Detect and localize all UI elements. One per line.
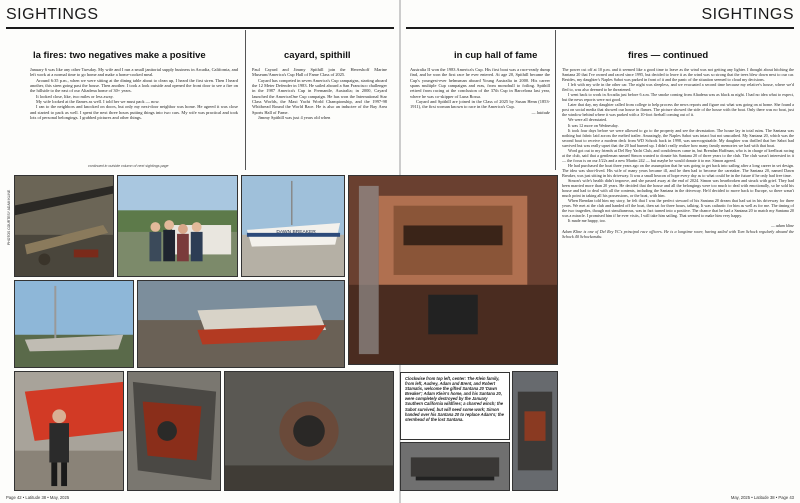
column-rule-right: [555, 30, 556, 170]
photo-boat-cabin-interior: [348, 175, 558, 365]
byline-latitude: — latitude: [531, 109, 550, 115]
paragraph: When Brendan told him my story, he felt that I was the perfect steward of his Santana 20 dream that had sat in his driveway for three years. We met at the club and handed off the boat, then sat for three hours, talking. It was cathartic for him as well as for me. The timing of the two tragedies, though not simultaneous, was in fact turned into a positive. The chance that he had a Santana 20 to match my Santana 20 was a miracle. I promised him if he ever visits, I will take him sailing. That seemed to make him very happy.: [562, 198, 794, 219]
column-rule-left: [245, 30, 246, 170]
headline-la-fires: la fires: two negatives make a positive: [33, 50, 206, 61]
author-bio: Adam Kline is one of Del Rey YC's principal race officers. He is a longtime racer, having sailed with Tom Schock regularly aboard the Schock 40 Schockaruku.: [562, 228, 794, 239]
headline-cup-hall: in cup hall of fame: [454, 50, 538, 61]
paragraph: I went back to work in Arcadia just before 6 a.m. The smoke coming from Altadena was as black as night. I had no idea what to expect, but the news reports were not good.: [562, 92, 794, 103]
header-rule-left: [6, 27, 394, 29]
photo-stern: [512, 371, 558, 491]
photo-sabot-boat: [137, 280, 345, 368]
paragraph: Jimmy Spithill was just 4 years old when: [258, 115, 331, 121]
paragraph: Word got out to my friends at Del Rey Yacht Club, and condolences came in, but Brendan Huffman, who is in charge of keelboat racing at the club, said that a gentleman named Simon wanted to donate his Santana 20 of three years to the club. The club wasn't interested in it — the focus is on our J/22s and a new Martin 242 — but maybe he would donate it to me. Simon agreed.: [562, 147, 794, 163]
photo-burned-hull: [127, 371, 221, 491]
headline-fires-continued: fires — continued: [628, 50, 709, 61]
paragraph: It took four days before we were allowed to go to the property and see the devastation. The house lay in total ruins. The Santana was nothing but fabric laid across the melted trailer. Amazingly, the Naples Sabot was intact but not unscathed. My Santana 20, which was the second boat to receive a modern deck from WD Schock back in 1998, was unrecognizable. My daughter was thrilled that her Sabot had survived but was really upset that the 20 had burned up. I didn't really realize how many family memories we had with that boat.: [562, 127, 794, 148]
article-cayard-column: [252, 67, 387, 120]
byline-adam-kline: — adam kline: [771, 223, 794, 229]
paragraph: Later that day, my daughter called from college to help process the news reports and figure out what was going on at home. She found a post on social media that showed our house in flames. The picture showed the side of the house with the boat. Only there was no boat, just the window behind where it was parked with a 10-foot fireball coming out of it.: [562, 102, 794, 118]
photo-klein-family: [117, 175, 238, 277]
paragraph: I ran to the neighbors and knocked on doors, but only my next-door neighbor was home. He agreed it was close and started to pack as well. I spent the next three hours putting things into two cars. My wife was practical and took lots of personal belongings. I grabbed pictures and other things.: [30, 104, 238, 121]
paragraph: We were all devastated.: [568, 117, 608, 123]
photo-credit: PHOTOS COURTESY ADAM KLINE: [7, 189, 11, 245]
paragraph: He had purchased the boat three years ago on the assumption that he was going to get back into sailing after a long career in set design. The idea was short-lived. His wife of many years became ill, and he then had to become the caretaker. The Santana 20, named Dawn Breaker, was just sitting in his driveway. It was a small beacon of hope every day as to what could be in the future if he only had free time.: [562, 162, 794, 178]
photo-dawn-breaker-boat: [241, 175, 345, 277]
boat-name-text: DAWN BREAKER: [276, 229, 316, 235]
footer-right: May, 2025 • Latitude 38 • Page 43: [730, 495, 794, 500]
photo-burned-debris: [14, 175, 114, 277]
paragraph: Simon's wife's health didn't improve, and she passed away at the end of 2024. Simon was heartbroken and struck with grief. They had been married more than 20 years. He decided that the house and all the belongings were too much to deal with emotionally, so he sold his house and had to deal with all the contents, including the Santana in the driveway. He'd decided to move back to Europe, so there wasn't much point in taking all his possessions, or the boat, with him.: [562, 178, 794, 199]
paragraph: Cayard has competed in seven America's Cup campaigns, starting aboard the 12 Meter Defender in 1983. He sailed aboard a San Francisco challenger in the 1987 America's Cup in Fremantle, Australia; in 2000, Cayard launched the AmericaOne Cup campaign. He has won the International Star Class Worlds, the Maxi Yacht World Championship, and the 1997-98 Whitbread Round the World Race. He is also an inductee of the Bay Area Sports Hall of Fame.: [252, 77, 387, 115]
paragraph: Around 6:35 p.m., when we were sitting at the dining table about to clean up, I heard the first siren. Then I heard another, this siren going past the house. Then another. I took a look outside and opened the front door to see a fire on the hillside to the east of our Altadena home of 30+ years.: [30, 77, 238, 94]
footer-left: Page 42 • Latitude 38 • May, 2025: [6, 495, 70, 500]
section-header-left: SIGHTINGS: [6, 6, 99, 23]
article-fires-continued-column: [562, 67, 794, 239]
paragraph: Australia II won the 1983 America's Cup. His first boat was a race-ready dump find, and he won the first race he ever entered. At age 20, Spithill became the Cup's youngest-ever helmsman aboard Young Australia in 2000. His career spans multiple Cup campaigns and eras, from monohull to foiling. Spithill retired from racing at the conclusion of the 37th Cup in Barcelona last year, where he was co-skipper of Luna Rossa.: [410, 67, 550, 99]
photo-charred-winch: [224, 371, 394, 491]
header-rule-right: [406, 27, 794, 29]
headline-cayard: cayard, spithill: [284, 50, 351, 61]
paragraph: It was 12 more on Wednesday.: [568, 122, 619, 128]
paragraph: Paul Cayard and Jimmy Spithill join the Herreshoff Marine Museum/America's Cup Hall of Fame Class of 2025.: [252, 67, 387, 78]
photo-trailer: [400, 442, 510, 491]
article-cup-hall-column: [410, 67, 550, 115]
paragraph: Cayard and Spithill are joined in the Class of 2025 by Susan Henn (1853-1911), the first woman known to race in the America's Cup.: [410, 99, 550, 110]
photo-caption: Clockwise from top left, center: The Klein family, from left, Audrey, Adam and Brent, and Robert Stamatis, welcome the gifted Santana 20 'Dawn Breaker'; Adam Klein's home, and his Santana 20, were completely destroyed by the January Southern California wildfires; a charred winch; the Sabot survived, but will need some work; Simon handed over his Santana 20 to replace Adam's; the sternhead of the lost Santana.: [400, 372, 510, 440]
continued-note: continued in outside column of next sightings page: [88, 164, 169, 168]
paragraph: January 6 was like any other Tuesday. My wife and I run a small janitorial supply business in Arcadia, California, and left work at a normal time to go home and make a home-cooked meal.: [30, 67, 238, 78]
paragraph: I left with my wife in the other car. The night was sleepless, and we evacuated a second time because my relative's house, where we'd fled to, was also deemed to be threatened.: [562, 82, 794, 93]
paragraph: It made me happy, too.: [568, 218, 606, 224]
photo-man-with-boat: [14, 371, 124, 491]
paragraph: The power cut off at 10 p.m. and it seemed like a good time to leave as the wind was not getting any lighter. I thought about hitching the Santana 20 that I've owned and raced since 1995, but decided to leave it as the wind was so strong that the trees blew down next to our car. Besides, my daughter's Naples Sabot was parked in front of it and the panic of the situation seemed to cloud my decisions.: [562, 67, 794, 83]
paragraph: My wife looked at the flames as well. I told her we must pack — now.: [36, 99, 160, 105]
section-header-right: SIGHTINGS: [701, 6, 794, 23]
photo-mast-and-sky: [14, 280, 134, 368]
article-la-fires-column: [30, 67, 238, 120]
paragraph: It looked close, like, two miles or less away.: [36, 93, 114, 99]
